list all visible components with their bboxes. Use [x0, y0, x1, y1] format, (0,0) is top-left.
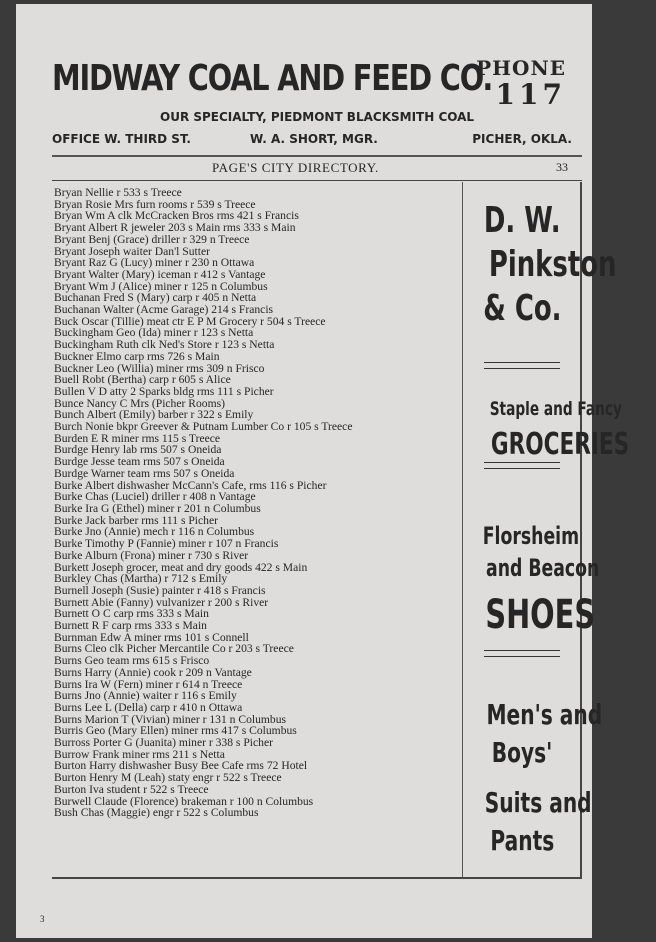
directory-entry: Burke Jack barber rms 111 s Picher [54, 513, 218, 527]
directory-entry: Burns Cleo clk Picher Mercantile Co r 203 s Treece [54, 642, 294, 656]
manager-name: W. A. SHORT, MGR. [250, 132, 378, 146]
directory-entry: Burnell Joseph (Susie) painter r 418 s Francis [54, 583, 266, 597]
directory-entry: Burns Jno (Annie) waiter r 116 s Emily [54, 689, 237, 703]
directory-entry: Burkley Chas (Martha) r 712 s Emily [54, 572, 228, 586]
directory-entry: Burrow Frank miner rms 211 s Netta [54, 747, 225, 761]
directory-entry: Burross Porter G (Juanita) miner r 338 s Picher [54, 736, 273, 750]
directory-entry: Bryant Joseph waiter Dan'l Sutter [54, 244, 210, 258]
directory-entry: Burke Alburn (Frona) miner r 730 s River [54, 548, 249, 562]
divider [484, 362, 560, 369]
directory-entry: Burns Lee L (Della) carp r 410 n Ottawa [54, 700, 243, 714]
directory-entry: Bryan Wm A clk McCracken Bros rms 421 s Francis [54, 209, 299, 223]
store-name-line3: & Co. [482, 288, 562, 329]
directory-listing [54, 187, 456, 819]
directory-entry: Buckingham Ruth clk Ned's Store r 123 s Netta [54, 338, 275, 352]
page-number: 33 [556, 160, 568, 174]
directory-entry: Burke Jno (Annie) mech r 116 n Columbus [54, 525, 255, 539]
company-name: MIDWAY COAL AND FEED CO. [52, 58, 493, 99]
directory-entry: Burns Geo team rms 615 s Frisco [54, 654, 210, 668]
directory-entry: Bullen V D atty 2 Sparks bldg rms 111 s Picher [54, 384, 274, 398]
directory-entry: Bryant Walter (Mary) iceman r 412 s Vantage [54, 267, 266, 281]
directory-entry: Buckner Elmo carp rms 726 s Main [54, 349, 220, 363]
pinkston-advertisement [464, 182, 630, 877]
directory-entry: Burns Ira W (Fern) miner r 614 n Treece [54, 677, 243, 691]
bottom-rule [52, 877, 582, 879]
beacon-text: and Beacon [486, 554, 600, 582]
directory-page [16, 4, 630, 938]
specialty-line: OUR SPECIALTY, PIEDMONT BLACKSMITH COAL [160, 110, 475, 124]
directory-entry: Buell Robt (Bertha) carp r 605 s Alice [54, 373, 231, 387]
directory-entry: Burnett O C carp rms 333 s Main [54, 607, 209, 621]
directory-entry: Burke Timothy P (Fannie) miner r 107 n Francis [54, 537, 279, 551]
shoes-text: SHOES [485, 592, 596, 638]
directory-entry: Burton Henry M (Leah) staty engr r 522 s Treece [54, 771, 282, 785]
directory-entry: Burdge Jesse team rms 507 s Oneida [54, 455, 225, 469]
directory-entry: Burns Harry (Annie) cook r 209 n Vantage [54, 665, 252, 679]
directory-entry: Burton Harry dishwasher Busy Bee Cafe rms 72 Hotel [54, 759, 308, 773]
boys-text: Boys' [491, 736, 553, 769]
directory-entry: Bryant Raz G (Lucy) miner r 230 n Ottawa [54, 256, 255, 270]
directory-entry: Bryant Benj (Grace) driller r 329 n Treece [54, 232, 250, 246]
directory-title: PAGE'S CITY DIRECTORY. [212, 160, 379, 175]
directory-entry: Bunce Nancy C Mrs (Picher Rooms) [54, 396, 225, 410]
directory-entry: Bryant Albert R jeweler 203 s Main rms 333 s Main [54, 221, 296, 235]
office-city: PICHER, OKLA. [472, 132, 572, 146]
directory-entry: Burnman Edw A miner rms 101 s Connell [54, 630, 249, 644]
directory-entry: Buckingham Geo (Ida) miner r 123 s Netta [54, 326, 254, 340]
directory-entry: Bunch Albert (Emily) barber r 322 s Emily [54, 408, 254, 422]
staple-fancy-text: Staple and Fancy [489, 398, 622, 420]
suits-text: Suits and [484, 786, 592, 819]
directory-entry: Buchanan Fred S (Mary) carp r 405 n Netta [54, 291, 257, 305]
header-rule [52, 155, 582, 157]
directory-entry: Burke Albert dishwasher McCann's Cafe, rms 116 s Picher [54, 478, 327, 492]
divider [484, 462, 560, 469]
directory-entry: Burch Nonie bkpr Greever & Putnam Lumber Co r 105 s Treece [54, 420, 353, 434]
footer-number: 3 [40, 914, 45, 924]
phone-number: 117 [495, 78, 566, 111]
directory-entry: Burton Iva student r 522 s Treece [54, 782, 209, 796]
directory-entry: Burris Geo (Mary Ellen) miner rms 417 s Columbus [54, 724, 297, 738]
directory-entry: Burdge Warner team rms 507 s Oneida [54, 466, 235, 480]
directory-entry: Burns Marion T (Vivian) miner r 131 n Columbus [54, 712, 287, 726]
mens-text: Men's and [486, 698, 603, 731]
directory-entry: Bryant Wm J (Alice) miner r 125 n Columbus [54, 279, 268, 293]
directory-entry: Burkett Joseph grocer, meat and dry goods 422 s Main [54, 560, 308, 574]
groceries-text: GROCERIES [490, 427, 630, 462]
directory-entry: Burke Ira G (Ethel) miner r 201 n Columbus [54, 501, 261, 515]
directory-entry: Bryan Rosie Mrs furn rooms r 539 s Treece [54, 197, 256, 211]
directory-entry: Bush Chas (Maggie) engr r 522 s Columbus [54, 806, 259, 820]
column-divider [462, 182, 463, 877]
phone-label: PHONE [476, 56, 566, 80]
directory-entry: Burnett R F carp rms 333 s Main [54, 619, 207, 633]
header-underline [52, 180, 582, 181]
store-name-line2: Pinkston [488, 244, 617, 285]
directory-entry: Bryan Nellie r 533 s Treece [54, 186, 182, 199]
pants-text: Pants [490, 824, 554, 857]
directory-entry: Buckner Leo (Willia) miner rms 309 n Frisco [54, 361, 265, 375]
divider [484, 650, 560, 657]
directory-entry: Burwell Claude (Florence) brakeman r 100 n Columbus [54, 794, 314, 808]
store-name-line1: D. W. [483, 200, 561, 241]
florsheim-text: Florsheim [482, 522, 580, 550]
directory-entry: Buchanan Walter (Acme Garage) 214 s Francis [54, 303, 274, 317]
directory-entry: Buck Oscar (Tillie) meat ctr E P M Grocery r 504 s Treece [54, 314, 326, 328]
directory-entry: Burdge Henry lab rms 507 s Oneida [54, 443, 222, 457]
directory-entry: Burke Chas (Luciel) driller r 408 n Vantage [54, 490, 256, 504]
directory-entry: Burden E R miner rms 115 s Treece [54, 431, 221, 445]
directory-entry: Burnett Abie (Fanny) vulvanizer r 200 s River [54, 595, 269, 609]
office-address: OFFICE W. THIRD ST. [52, 132, 191, 146]
